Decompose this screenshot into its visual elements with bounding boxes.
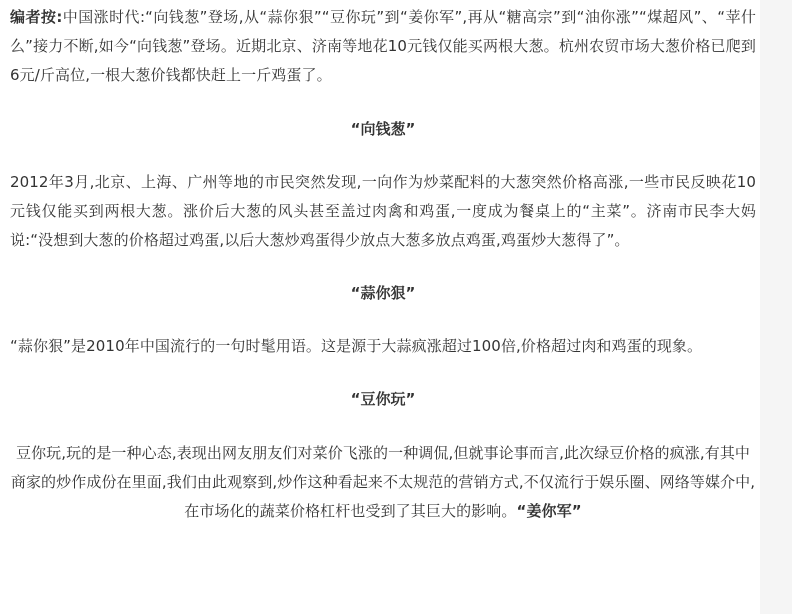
next-heading-jiangnijun: “姜你军”	[516, 502, 582, 520]
page-side-margin	[760, 0, 792, 614]
section-paragraph-xiangqiancong: 2012年3月,北京、上海、广州等地的市民突然发现,一向作为炒菜配料的大葱突然价格高涨,一些市民反映花10元钱仅能买到两根大葱。涨价后大葱的风头甚至盖过肉禽和鸡蛋,一度成为餐桌上的“主菜”。济南市民李大妈说:“没想到大葱的价格超过鸡蛋,以后大葱炒鸡蛋得少放点大葱多放点鸡蛋,鸡蛋炒大葱得了”。	[10, 173, 756, 249]
editor-note-text: 中国涨时代:“向钱葱”登场,从“蒜你狠”“豆你玩”到“姜你军”,再从“糖高宗”到“油你涨”“煤超风”、“苹什么”接力不断,如今“向钱葱”登场。近期北京、济南等地花10元钱仅能买两根大葱。杭州农贸市场大葱价格已爬到6元/斤高位,一根大葱价钱都快赶上一斤鸡蛋了。	[10, 8, 756, 84]
editor-note-label: 编者按:	[10, 8, 63, 26]
section-heading-xiangqiancong: “向钱葱”	[350, 120, 416, 138]
editor-note-paragraph	[10, 3, 756, 90]
section-paragraph-dounihuan	[10, 439, 756, 526]
section-paragraph-suannihen: “蒜你狠”是2010年中国流行的一句时髦用语。这是源于大蒜疯涨超过100倍,价格超过肉和鸡蛋的现象。	[10, 337, 703, 355]
section-heading-dounihuan: “豆你玩”	[350, 390, 416, 408]
section-heading-suannihen: “蒜你狠”	[350, 284, 416, 302]
section-paragraph-dounihuan-text: 豆你玩,玩的是一种心态,表现出网友朋友们对菜价飞涨的一种调侃,但就事论事而言,此次绿豆价格的疯涨,有其中商家的炒作成份在里面,我们由此观察到,炒作这种看起来不太规范的营销方式,不仅流行于娱乐圈、网络等媒介中,在市场化的蔬菜价格杠杆也受到了其巨大的影响。	[10, 444, 756, 520]
